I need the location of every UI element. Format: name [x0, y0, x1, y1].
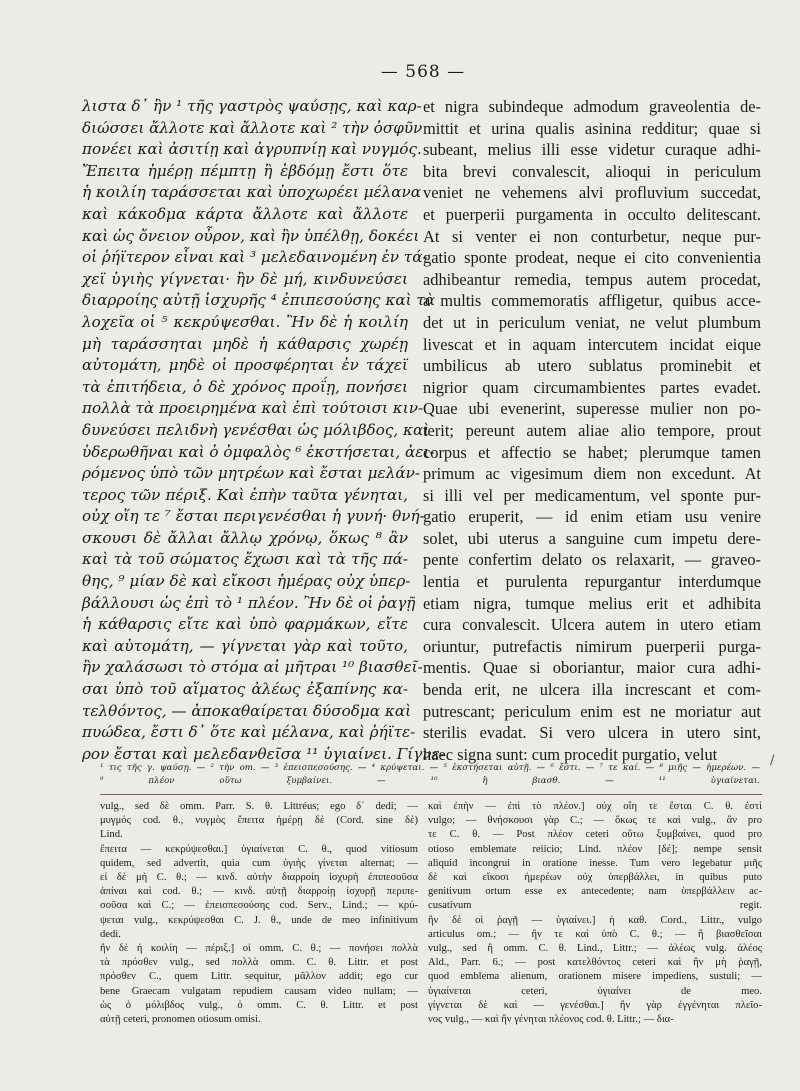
footnote-line: ὑγιαίνεται ceteri, ὑγιαίνει de meo. [428, 985, 762, 997]
greek-text-line: ρον ἔσται καὶ μελεδανθεῖσα ¹¹ ὑγιαίνει. Γίγνε- [82, 744, 445, 763]
greek-text-line: δυνεύσει πελιδνὴ γενέσθαι ὡς μόλιβδος, καὶ [82, 420, 430, 439]
footnotes-left-column [100, 800, 418, 1027]
footnote-line: vulgo; — θνήσκουσι γὰρ C.; — ὅκως τε καὶ vulg., ἂν pro [428, 815, 762, 827]
apparatus-line: ⁹ πλέον οὕτω ξυμβαίνει. — ¹⁰ ἢ βιασθ. — ¹¹ ὑγιαίνεται. [100, 776, 760, 786]
latin-text-line: putrescant; periculum enim est ne moriatur aut [423, 701, 761, 721]
latin-text-line: cura convalescit. Ulcera autem in utero etiam [423, 615, 761, 635]
footnote-line: ἀπίναι καὶ cod. θ.; — κινδ. αὐτῇ διαρροίῃ ἰσχυρῇ περιπε- [100, 886, 418, 898]
greek-text-line: λοχεῖα οἱ ⁵ κεκρύψεσθαι. Ἢν δὲ ἡ κοιλίη [82, 312, 408, 331]
latin-text-line: mentis. Quae si oboriantur, maior cura adhi- [423, 658, 761, 678]
footnote-line: ἔπειτα — κεκρύψεσθαι.] ὑγιαίνεται C. θ., quod vitiosum [100, 843, 418, 855]
footnote-line: νος vulg., — καὶ ἢν γένηται πλέονος cod. θ. Littr.; — δια- [428, 1014, 674, 1026]
margin-mark: / [770, 753, 775, 768]
footnote-line: τε C. θ. — Post πλέον ceteri οὕτω ξυμβαίνει, quod pro [428, 829, 762, 841]
greek-text-line: ὑδερωθῆναι καὶ ὁ ὀμφαλὸς ⁶ ἐκστήσεται, ἀει- [82, 442, 435, 461]
greek-text-line: χεϊ ὑγιὴς γίγνεται· ἢν δὲ μή, κινδυνεύσει [82, 269, 408, 288]
latin-text-line: primum ac vigesimum diem non excedunt. At [423, 464, 761, 484]
greek-text-line: σαι ὑπὸ τοῦ αἵματος ἀλέως ἐξαπίνης κα- [82, 680, 408, 699]
greek-text-column [82, 96, 445, 765]
greek-text-line: οἱ ῥήϊτερον εἶναι καὶ ³ μελεδαινομένη ἐν τά- [82, 248, 428, 267]
greek-text-line: καὶ ὡς ὄνειον οὖρον, καὶ ἢν ὑπέλθῃ, δοκέει [82, 226, 420, 245]
greek-text-line: καὶ τὰ τοῦ σώματος ἔχωσι καὶ τὰ τῆς πά- [82, 550, 408, 569]
greek-text-line: ἡ κάθαρσις εἴτε καὶ ὑπὸ φαρμάκων, εἴτε [82, 615, 408, 634]
latin-text-line: a multis commemoratis affligetur, quibus acce- [423, 291, 761, 311]
greek-text-line: πολλὰ τὰ προειρημένα καὶ ἐπὶ τούτοισι κιν- [82, 399, 424, 418]
footnote-line: articulus om.; — ἢν τε καὶ ὑπὸ C. θ.; — ἢ βιασθεῖσαι [428, 928, 762, 940]
footnote-line: καὶ ἐπὴν — ἐπὶ τὸ πλέον.] οὐχ οἵη τε ἔσται C. θ. ἐστὶ [428, 801, 762, 812]
greek-text-line: διαρροίης αὐτῇ ἰσχυρῆς ⁴ ἐπιπεσούσης καὶ τὰ [82, 291, 436, 310]
footnote-line: ὡς ὁ μόλιβδος vulg., ὁ omm. C. θ. Littr. et post [100, 999, 418, 1011]
footnote-line: τὰ πρόσθεν vulg., sed πολλὰ omm. C. θ. Littr. et post [100, 957, 418, 969]
footnote-line: ψεται vulg., κεκρύψεσθαι C. J. θ., unde de meo infinitivum [100, 914, 418, 926]
footnote-line: ἢν δὲ οἱ ῥαγῇ — ὑγιαίνει.] ἡ καθ. Cord., Littr., vulgo [428, 914, 762, 926]
latin-text-line: mittit et urina qualis asinina redditur; quae si [423, 118, 761, 138]
footnote-line: otioso emblemate reiicio; Lind. πλέον [δέ]; nempe sensit [428, 843, 762, 855]
greek-text-line: ρόμενος ὑπὸ τῶν μητρέων καὶ ἔσται μελάν- [82, 464, 420, 483]
greek-text-line: καὶ αὐτομάτη, — γίγνεται γὰρ καὶ τοῦτο, [82, 636, 408, 655]
footnote-divider [100, 794, 762, 795]
footnote-line: aliquid incongrui in oratione inesse. Tum vero legebatur μιῆς [428, 857, 762, 869]
latin-text-line: livescat et in aquam intercutem incidat eique [423, 334, 761, 354]
greek-text-line: ἡ κοιλίη ταράσσεται καὶ ὑποχωρέει μέλανα [82, 183, 422, 202]
latin-text-line: si illi vel per medicamentum, vel sponte pur- [423, 485, 761, 505]
footnote-line: δὲ καὶ εἴκοσι ἡμερέων οὐχ ὑπερβάλλει, in quibus puto [428, 872, 762, 884]
greek-text-line: καὶ κάκοδμα κάρτα ἄλλοτε καὶ ἄλλοτε [82, 204, 408, 223]
footnote-line: vulg., sed ἢ omm. C. θ. Lind., Littr.; — ἀλέως vulg. ἀλέος [428, 943, 762, 955]
footnote-line: σοῦσα καὶ C.; — ἐπεισπεσούσης cod. Serv., Lind.; — κρύ- [100, 900, 418, 912]
latin-text-line: adhibeantur remedia, tempus autem procedat, [423, 269, 761, 289]
footnote-line: genitivum ortum esse ex antecedente; nam ὑπερβάλλειν ac- [428, 886, 762, 898]
latin-text-line: pente confertim delato os relaxarit, — graveo- [423, 550, 761, 570]
latin-text-line: et puerperii purgamenta in occulto delitescant. [423, 204, 761, 224]
latin-text-line: et nigra subindeque admodum graveolentia de- [423, 97, 761, 116]
latin-translation-column [423, 96, 761, 765]
greek-text-line: τελθόντος, — ἀποκαθαίρεται δύσοδμα καὶ [82, 701, 412, 720]
footnote-line: αὐτῇ ceteri, pronomen otiosum omisi. [100, 1014, 261, 1026]
greek-text-line: Ἔπειτα ἡμέρῃ πέμπτῃ ἢ ἑβδόμῃ ἔστι ὅτε [82, 161, 408, 180]
latin-text-line: det ut in periculum veniat, ne velut plumbum [423, 312, 761, 332]
greek-text-line: μὴ ταράσσηται μηδὲ ἡ κάθαρσις χωρέῃ [82, 334, 408, 353]
footnote-line: dedi. [100, 928, 121, 940]
latin-text-line: veniet ne vehemens alvi profluvium succedat, [423, 183, 761, 203]
greek-text-line: σκουσι δὲ ἄλλαι ἄλλῳ χρόνῳ, ὅκως ⁸ ἂν [82, 528, 408, 547]
latin-text-line: bita brevi convalescit, alioqui in periculum [423, 161, 761, 181]
greek-text-line: θης, ⁹ μίαν δὲ καὶ εἴκοσι ἡμέρας οὐχ ὑπερ- [82, 572, 411, 591]
footnote-line: μυγμός cod. θ., νυγμὸς ἔπειτα ἡμέρῃ δὲ (Cord. sine δὲ) [100, 815, 418, 827]
latin-text-line: oriuntur, putrefactis nimirum puerperii purga- [423, 636, 761, 656]
footnote-line: γίγνεται δὲ καὶ — γενέσθαι.] ἢν γὰρ ἐγγένηται πλεῖο- [428, 999, 762, 1011]
latin-text-line: At si venter ei non conturbetur, neque pur- [423, 226, 761, 246]
latin-text-line: solet, ubi uterus a sanguine cum impetu dere- [423, 528, 761, 548]
greek-text-line: πονέει καὶ ἀσιτίῃ καὶ ἀγρυπνίῃ καὶ νυγμός. [82, 140, 422, 159]
footnote-line: cusativum regit. [428, 900, 762, 912]
latin-text-line: Quae ubi evenerint, superesse mulier non po- [423, 399, 761, 419]
greek-text-line: πυώδεα, ἔστι δ᾽ ὅτε καὶ μέλανα, καὶ ῥήϊτε- [82, 723, 416, 742]
greek-text-line: διώσσει ἄλλοτε καὶ ἄλλοτε καὶ ² τὴν ὀσφῦν [82, 118, 423, 137]
footnote-line: bene Graecam vulgatam repudiem causam video nullam; — [100, 985, 418, 997]
latin-text-line: benda erit, ne ulcera illa increscant et com- [423, 680, 761, 700]
footnote-line: πρόσθεν C., quem Littr. sequitur, μᾶλλον addit; ego cur [100, 971, 418, 983]
latin-text-line: corpus et affectio se habet; plerumque tamen [423, 442, 761, 462]
latin-text-line: nigrior quam circumambientes partes evadet. [423, 377, 761, 397]
latin-text-line: terit; pereunt autem aliae alio tempore, prout [423, 420, 761, 440]
latin-text-line: haec signa sunt: cum procedit purgatio, velut [423, 744, 718, 764]
greek-text-line: ἢν χαλάσωσι τὸ στόμα αἱ μῆτραι ¹⁰ βιασθεῖ- [82, 658, 423, 677]
footnotes-right-column [428, 800, 762, 1027]
greek-text-line: βάλλουσι ὡς ἐπὶ τὸ ¹ πλέον. Ἢν δὲ οἱ ῥαγῇ [82, 593, 416, 612]
footnote-line: ἢν δὲ ἡ κοιλίη — πέριξ.] οἱ omm. C. θ.; — πονήσει πολλὰ [100, 943, 418, 955]
footnote-line: εἰ δὲ μὴ C. θ.; — κινδ. αὐτὴν διαρροίη ἰσχυρὴ ἐπιπεσοῦσα [100, 872, 418, 884]
greek-text-line: τερος τῶν πέριξ. Καὶ ἐπὴν ταῦτα γένηται, [82, 485, 408, 504]
latin-text-line: gatio sponte prodeat, neque ei cito convenientia [423, 248, 761, 268]
latin-text-line: gatio eruperit, — id enim etiam usu venire [423, 507, 761, 527]
apparatus-line: ¹ τις τῆς γ. ψαύσῃ. — ² τὴν om. — ³ ἐπεισπεσούσης. — ⁴ κρύψεται. — ⁵ ἐκστήσεται αὐτῇ. — ⁶ ἔστι. — ⁷ τε καί. — ⁸ μιῆς — ἡμερέων. — [100, 763, 760, 773]
page-number: — 568 — [380, 62, 466, 82]
greek-text-line: οὐχ οἵη τε ⁷ ἔσται περιγενέσθαι ἡ γυνή· θνή- [82, 507, 425, 526]
latin-text-line: subeant, melius illi esse videtur curaque adhi- [423, 140, 761, 160]
greek-text-line: αὐτομάτη, μηδὲ οἱ προσφέρηται ἐν τάχεϊ [82, 356, 408, 375]
critical-apparatus [100, 762, 760, 788]
latin-text-line: sterilis evadat. Si vero ulcera in utero sint, [423, 723, 761, 743]
footnote-line: Ald., Parr. 6.; — post κατελθόντος ceteri καὶ ἢν μὴ ῥαγῇ, [428, 957, 762, 969]
footnote-line: vulg., sed δὲ omm. Parr. S. θ. Littréus; ego δ᾽ dedi; — [100, 801, 418, 812]
latin-text-line: lentia et purulenta repurgantur interdumque [423, 572, 761, 592]
greek-text-line: λιστα δ᾽ ἢν ¹ τῆς γαστρὸς ψαύσῃς, καὶ καρ- [82, 97, 422, 115]
footnote-line: Lind. [100, 829, 123, 841]
latin-text-line: etiam nigra, tumque melius erit et adhibita [423, 593, 761, 613]
footnote-line: quidem, sed advertit, quia cum ὑγιὴς γίνεται alternat; — [100, 857, 418, 869]
greek-text-line: τὰ ἐπιτήδεια, ὁ δὲ χρόνος προΐῃ, πονήσει [82, 377, 408, 396]
footnote-line: quod emblema alienum, orationem misere impediens, sustuli; — [428, 971, 762, 983]
latin-text-line: umbilicus ab utero sublatus prominebit et [423, 356, 761, 376]
